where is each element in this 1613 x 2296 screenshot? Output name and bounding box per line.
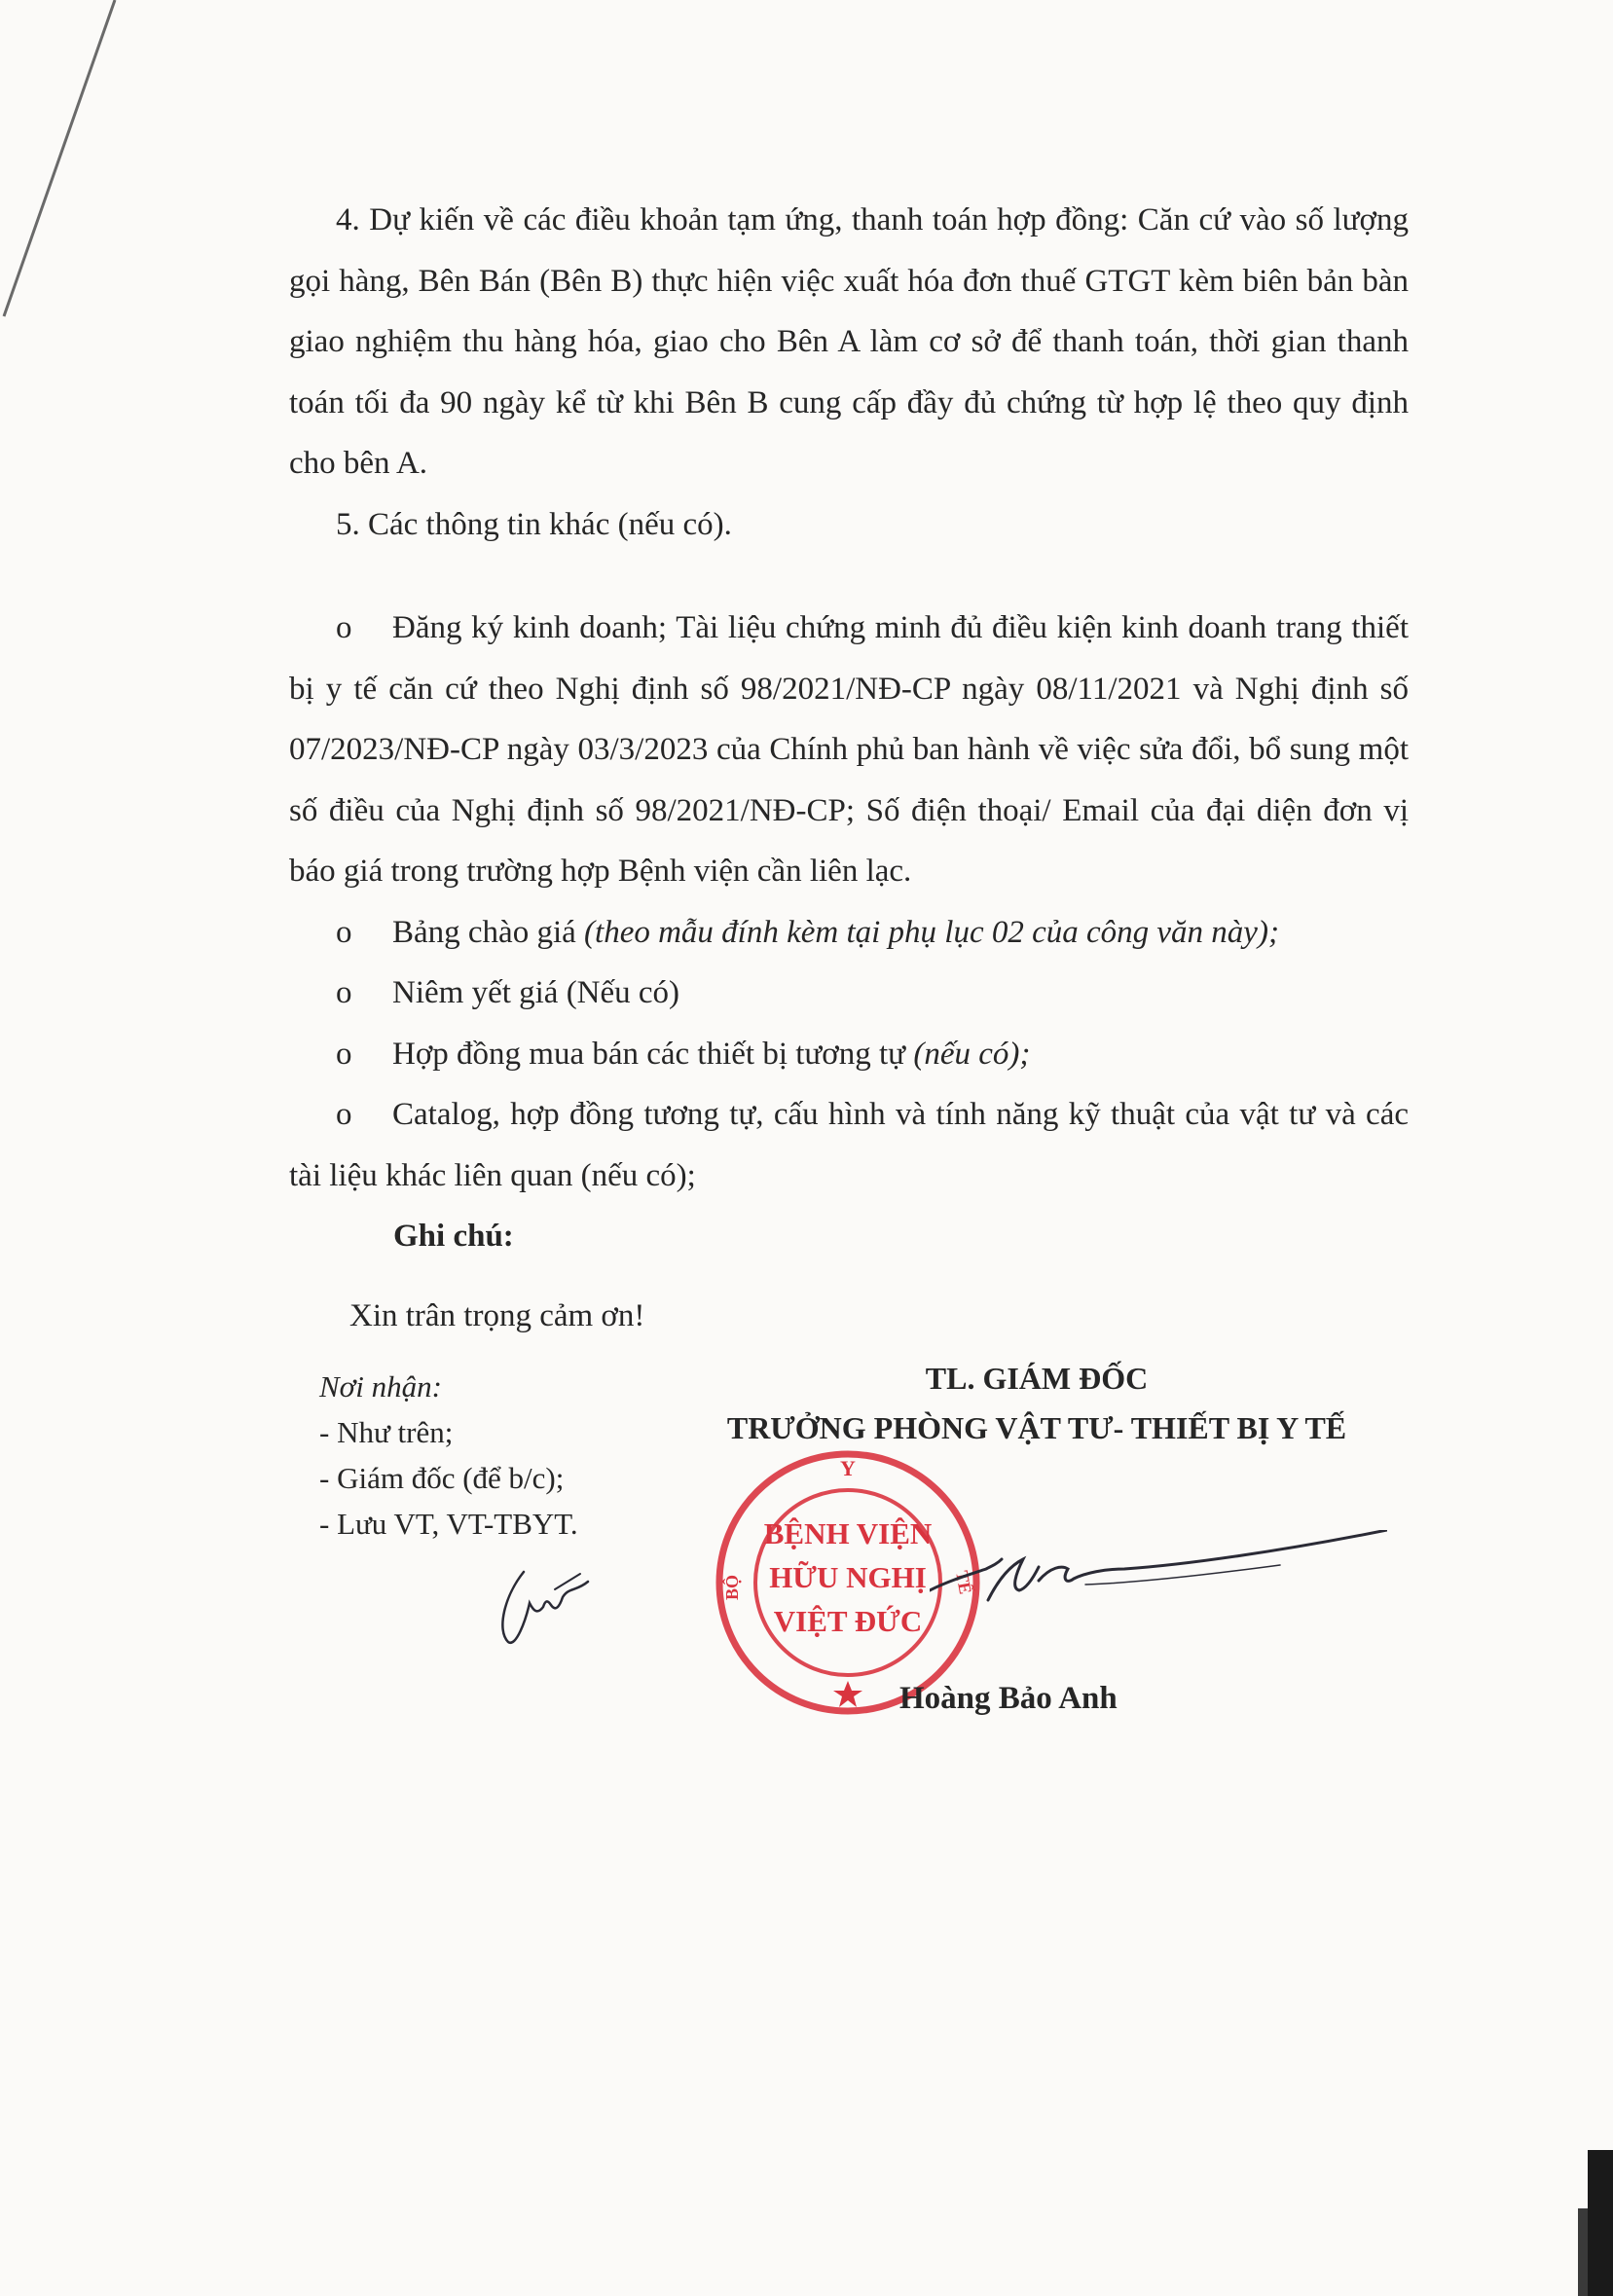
signer-title-line2: TRƯỞNG PHÒNG VẬT TƯ- THIẾT BỊ Y TẾ (726, 1410, 1347, 1445)
bullet-marker: o (336, 1036, 352, 1072)
bullet-item-price-listing (289, 963, 1409, 1024)
bullet-item-contracts (289, 1024, 1409, 1085)
page-corner-shadow (1588, 2150, 1613, 2296)
recipient-item: - Như trên; (319, 1415, 454, 1449)
bullet-text: Niêm yết giá (Nếu có) (392, 975, 680, 1010)
bullet-item-catalog (289, 1084, 1409, 1206)
paragraph-4: 4. Dự kiến về các điều khoản tạm ứng, thanh toán hợp đồng: Căn cứ vào số lượng gọi hàng, Bên Bán (Bên B) thực hiện việc xuất hóa đơn thuế GTGT kèm biên bản bàn giao nghiệm thu hàng hóa, giao cho Bên A làm cơ sở để thanh toán, thời gian thanh toán tối đa 90 ngày kể từ khi Bên B cung cấp đầy đủ chứng từ hợp lệ theo quy định cho bên A. (289, 202, 1409, 481)
bullet-item-business-registration (289, 598, 1409, 902)
recipients-block (319, 1364, 578, 1547)
seal-line-2: HỮU NGHỊ (769, 1560, 927, 1594)
bullet-italic-note: (nếu có); (913, 1036, 1031, 1072)
bullet-item-quotation (289, 902, 1409, 964)
seal-top-letter: Y (840, 1456, 856, 1480)
bullet-marker: o (336, 914, 352, 950)
item-4-paragraph (289, 190, 1409, 555)
bullet-marker: o (336, 610, 352, 645)
initial-signature (487, 1552, 604, 1655)
bullet-list (289, 598, 1409, 1206)
signer-title-line1: TL. GIÁM ĐỐC (925, 1361, 1149, 1396)
thanks-line: Xin trân trọng cảm ơn! (349, 1298, 645, 1333)
page-edge-line (0, 0, 127, 321)
bullet-text: Đăng ký kinh doanh; Tài liệu chứng minh đủ điều kiện kinh doanh trang thiết bị y tế căn cứ theo Nghị định số 98/2021/NĐ-CP ngày 08/11/2021 và Nghị định số 07/2023/NĐ-CP ngày 03/3/2023 của Chính phủ ban hành về việc sửa đổi, bổ sung một số điều của Nghị định số 98/2021/NĐ-CP; Số điện thoại/ Email của đại diện đơn vị báo giá trong trường hợp Bệnh viện cần liên lạc. (289, 610, 1409, 889)
signer-name: Hoàng Bảo Anh (899, 1681, 1118, 1716)
recipients-label: Nơi nhận: (319, 1369, 442, 1403)
seal-star-icon (833, 1681, 862, 1707)
seal-left-letter: BỘ (722, 1574, 742, 1601)
bullet-text: Hợp đồng mua bán các thiết bị tương tự (392, 1036, 906, 1072)
bullet-marker: o (336, 1097, 352, 1132)
note-title: Ghi chú: (393, 1219, 514, 1254)
bullet-marker: o (336, 975, 352, 1010)
bullet-text: Catalog, hợp đồng tương tự, cấu hình và tính năng kỹ thuật của vật tư và các tài liệu khác liên quan (nếu có); (289, 1097, 1409, 1193)
recipient-item: - Lưu VT, VT-TBYT. (319, 1507, 578, 1541)
handwritten-signature (930, 1530, 1387, 1627)
paragraph-5: 5. Các thông tin khác (nếu có). (336, 506, 732, 542)
page-corner-shadow-inner (1578, 2208, 1588, 2296)
seal-line-3: VIỆT ĐỨC (773, 1604, 923, 1638)
bullet-italic-note: (theo mẫu đính kèm tại phụ lục 02 của công văn này); (584, 914, 1279, 950)
seal-line-1: BỆNH VIỆN (763, 1516, 933, 1550)
seal-right-letter: TẾ (952, 1569, 975, 1596)
bullet-text: Bảng chào giá (392, 914, 576, 950)
recipient-item: - Giám đốc (để b/c); (319, 1461, 565, 1495)
